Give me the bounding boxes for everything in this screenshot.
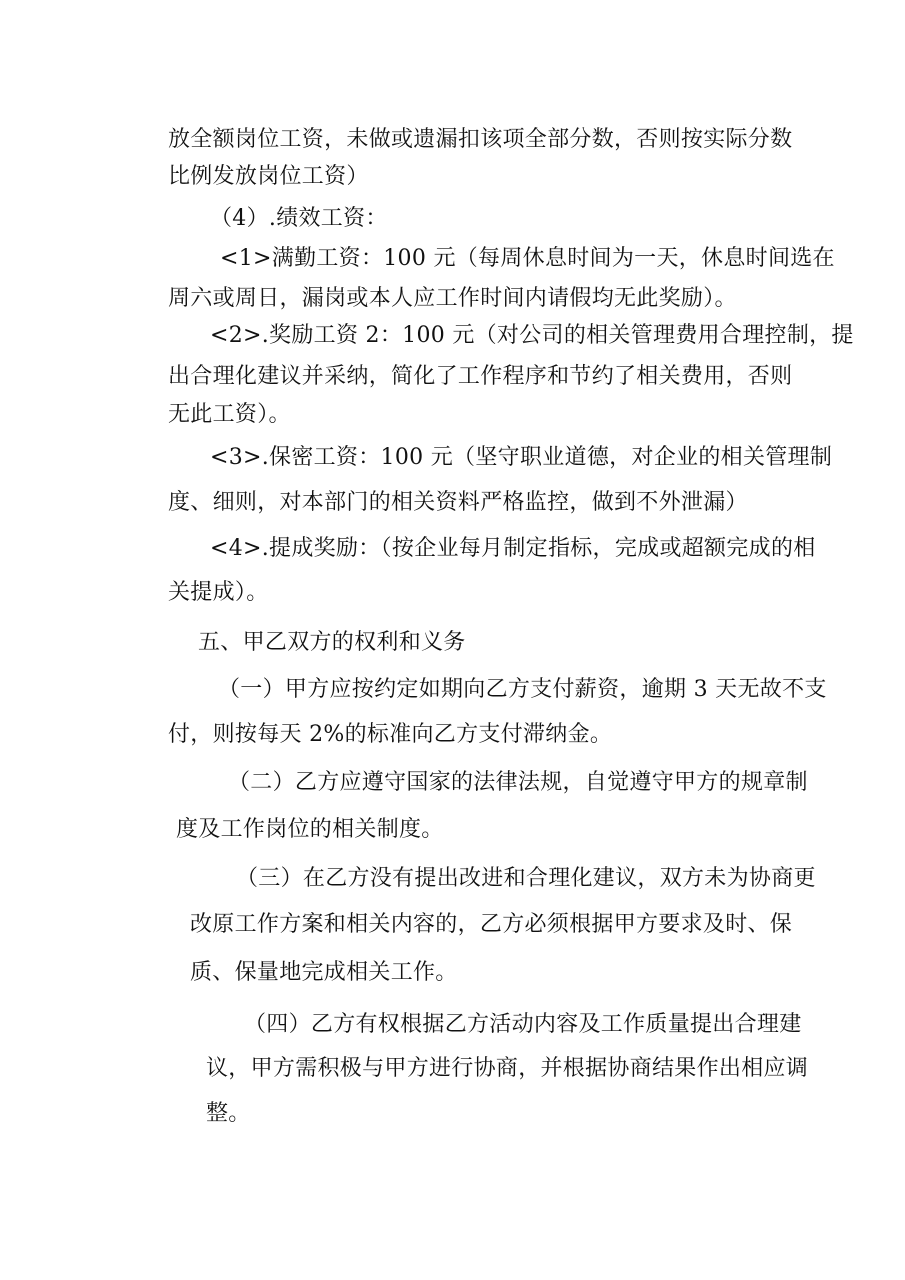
text-line: 周六或周日，漏岗或本人应工作时间内请假均无此奖励）。 — [168, 286, 737, 311]
text-line: 放全额岗位工资，未做或遗漏扣该项全部分数，否则按实际分数 — [168, 127, 793, 152]
text-line: 度、细则，对本部门的相关资料严格监控，做到不外泄漏） — [168, 490, 748, 515]
text-line: 度及工作岗位的相关制度。 — [176, 817, 444, 842]
text-line: （一）甲方应按约定如期向乙方支付薪资，逾期 3 天无故不支 — [218, 677, 827, 702]
text-line: （二）乙方应遵守国家的法律法规，自觉遵守甲方的规章制 — [228, 770, 808, 795]
text-line: 无此工资）。 — [168, 402, 291, 427]
text-line: <3>.保密工资：100 元（坚守职业道德，对企业的相关管理制 — [210, 445, 833, 470]
text-line: 质、保量地完成相关工作。 — [190, 960, 458, 985]
text-line: （三）在乙方没有提出改进和合理化建议，双方未为协商更 — [236, 866, 816, 891]
text-line: <2>.奖励工资 2：100 元（对公司的相关管理费用合理控制，提 — [210, 323, 854, 348]
text-line: <1>满勤工资：100 元（每周休息时间为一天，休息时间选在 — [220, 246, 835, 271]
text-line: 付，则按每天 2%的标准向乙方支付滞纳金。 — [168, 722, 613, 747]
section-heading: 五、甲乙双方的权利和义务 — [198, 630, 466, 655]
text-line: （4）.绩效工资： — [210, 206, 388, 231]
text-line: 议，甲方需积极与甲方进行协商，并根据协商结果作出相应调 — [206, 1056, 809, 1081]
text-line: 关提成）。 — [168, 580, 269, 605]
text-line: 整。 — [206, 1101, 251, 1126]
text-line: 改原工作方案和相关内容的，乙方必须根据甲方要求及时、保 — [190, 912, 793, 937]
text-line: 出合理化建议并采纳，简化了工作程序和节约了相关费用，否则 — [168, 364, 793, 389]
text-line: 比例发放岗位工资） — [168, 164, 369, 189]
text-line: <4>.提成奖励：（按企业每月制定指标，完成或超额完成的相 — [210, 536, 816, 561]
text-line: （四）乙方有权根据乙方活动内容及工作质量提出合理建 — [244, 1012, 802, 1037]
